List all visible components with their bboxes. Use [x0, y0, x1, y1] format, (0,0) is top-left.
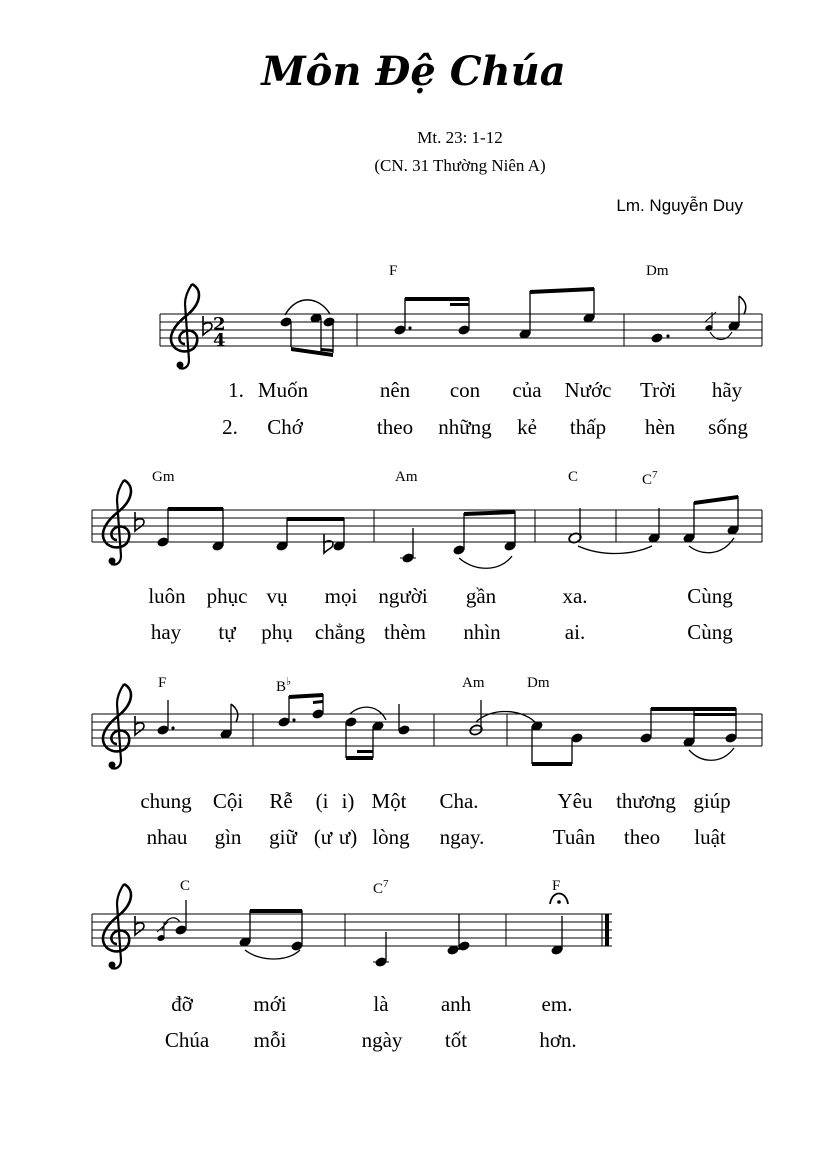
- lyric-syllable: thèm: [384, 620, 426, 644]
- lyric-syllable: sống: [708, 415, 748, 439]
- lyric-syllable: mọi: [324, 584, 358, 608]
- treble-clef-icon: [103, 480, 131, 565]
- lyric-syllable: anh: [440, 992, 472, 1016]
- lyric-syllable: ai.: [564, 620, 586, 644]
- chord-symbol: $C^7$: [642, 469, 658, 488]
- lyric-syllable: người: [378, 584, 428, 608]
- lyric-syllable: hay: [150, 620, 182, 644]
- lyric-syllable: đỡ: [171, 992, 193, 1016]
- flat-key-signature-icon: [135, 916, 144, 935]
- lyric-syllable: Muốn: [257, 378, 309, 402]
- time-signature-top: 2: [213, 314, 226, 335]
- lyric-syllable: (i: [315, 789, 329, 813]
- treble-clef-icon: [103, 884, 131, 969]
- lyric-syllable: thấp: [569, 415, 607, 439]
- flat-key-signature-icon: [135, 512, 144, 531]
- lyric-syllable: mới: [253, 992, 287, 1016]
- lyric-syllable: Cùng: [687, 584, 733, 608]
- lyric-syllable: Chớ: [267, 415, 303, 439]
- lyric-syllable: gìn: [214, 825, 242, 849]
- liturgical-occasion: (CN. 31 Thường Niên A): [374, 156, 546, 175]
- lyric-syllable: con: [449, 378, 481, 402]
- lyric-syllable: Nước: [564, 378, 612, 402]
- staff-system-4: [92, 884, 612, 969]
- lyric-syllable: i): [341, 789, 355, 813]
- lyric-syllable: nhau: [146, 825, 188, 849]
- lyric-syllable: luật: [694, 825, 726, 849]
- chord-symbol: F: [389, 263, 398, 279]
- lyric-syllable: chẳng: [314, 620, 366, 644]
- lyric-syllable: Rễ: [269, 789, 293, 813]
- lyric-syllable: mỗi: [253, 1028, 287, 1052]
- chord-symbol: $C^7$: [373, 878, 389, 897]
- lyric-syllable: phục: [206, 584, 248, 608]
- lyric-syllable: theo: [376, 415, 414, 439]
- song-title: Môn Đệ Chúa: [261, 48, 566, 95]
- lyric-syllable: xa.: [562, 584, 588, 608]
- lyric-syllable: tốt: [444, 1028, 468, 1052]
- lyric-syllable: ngày: [361, 1028, 403, 1052]
- chord-symbol: F: [552, 878, 561, 894]
- lyric-syllable: ư): [338, 825, 358, 849]
- lyric-syllable: (ư: [313, 825, 333, 849]
- flat-key-signature-icon: [203, 316, 212, 335]
- lyric-syllable: giúp: [693, 789, 731, 813]
- lyric-syllable: vụ: [266, 584, 288, 608]
- lyric-syllable: hãy: [711, 378, 743, 402]
- lyric-syllable: Cùng: [687, 620, 733, 644]
- lyric-syllable: tự: [218, 620, 236, 644]
- lyric-syllable: hèn: [644, 415, 676, 439]
- lyric-syllable: Yêu: [557, 789, 593, 813]
- lyric-syllable: 1.: [228, 378, 244, 402]
- lyric-syllable: Tuân: [552, 825, 596, 849]
- chord-symbol: Dm: [527, 675, 550, 691]
- time-signature-bottom: 4: [213, 330, 226, 351]
- treble-clef-icon: [171, 284, 199, 369]
- chord-symbol: C: [180, 878, 191, 894]
- staff-system-3: [92, 684, 762, 769]
- lyric-syllable: Cha.: [439, 789, 479, 813]
- lyric-syllable: nên: [379, 378, 411, 402]
- lyric-syllable: chung: [140, 789, 192, 813]
- chord-symbol: C: [568, 469, 579, 485]
- lyric-syllable: của: [512, 378, 542, 402]
- flat-key-signature-icon: [135, 716, 144, 735]
- chord-symbol: Dm: [646, 263, 669, 279]
- lyric-syllable: hơn.: [539, 1028, 577, 1052]
- staff-system-2: [92, 480, 762, 568]
- chord-symbol: B♭: [276, 676, 292, 695]
- lyric-syllable: kẻ: [517, 415, 537, 439]
- lyric-syllable: ngay.: [439, 825, 485, 849]
- lyric-syllable: em.: [541, 992, 573, 1016]
- chord-symbol: Am: [462, 675, 485, 691]
- staff-system-1: [160, 284, 762, 369]
- lyric-syllable: lòng: [372, 825, 410, 849]
- lyric-syllable: luôn: [148, 584, 186, 608]
- lyric-syllable: 2.: [222, 415, 238, 439]
- lyric-syllable: Chúa: [164, 1028, 210, 1052]
- chord-symbol: F: [158, 675, 167, 691]
- scripture-reference: Mt. 23: 1-12: [417, 128, 503, 147]
- lyric-syllable: nhìn: [463, 620, 501, 644]
- lyric-syllable: gần: [465, 584, 497, 608]
- lyric-syllable: phụ: [261, 620, 293, 644]
- lyric-syllable: những: [438, 415, 492, 439]
- lyric-syllable: Cội: [212, 789, 244, 813]
- lyric-syllable: theo: [623, 825, 661, 849]
- treble-clef-icon: [103, 684, 131, 769]
- composer: Lm. Nguyễn Duy: [616, 196, 743, 215]
- chord-symbol: Gm: [152, 469, 175, 485]
- lyric-syllable: Trời: [639, 378, 677, 402]
- lyric-syllable: là: [373, 992, 389, 1016]
- lyric-syllable: Một: [371, 789, 407, 813]
- lyric-syllable: giữ: [269, 825, 297, 849]
- lyric-syllable: thương: [616, 789, 676, 813]
- chord-symbol: Am: [395, 469, 418, 485]
